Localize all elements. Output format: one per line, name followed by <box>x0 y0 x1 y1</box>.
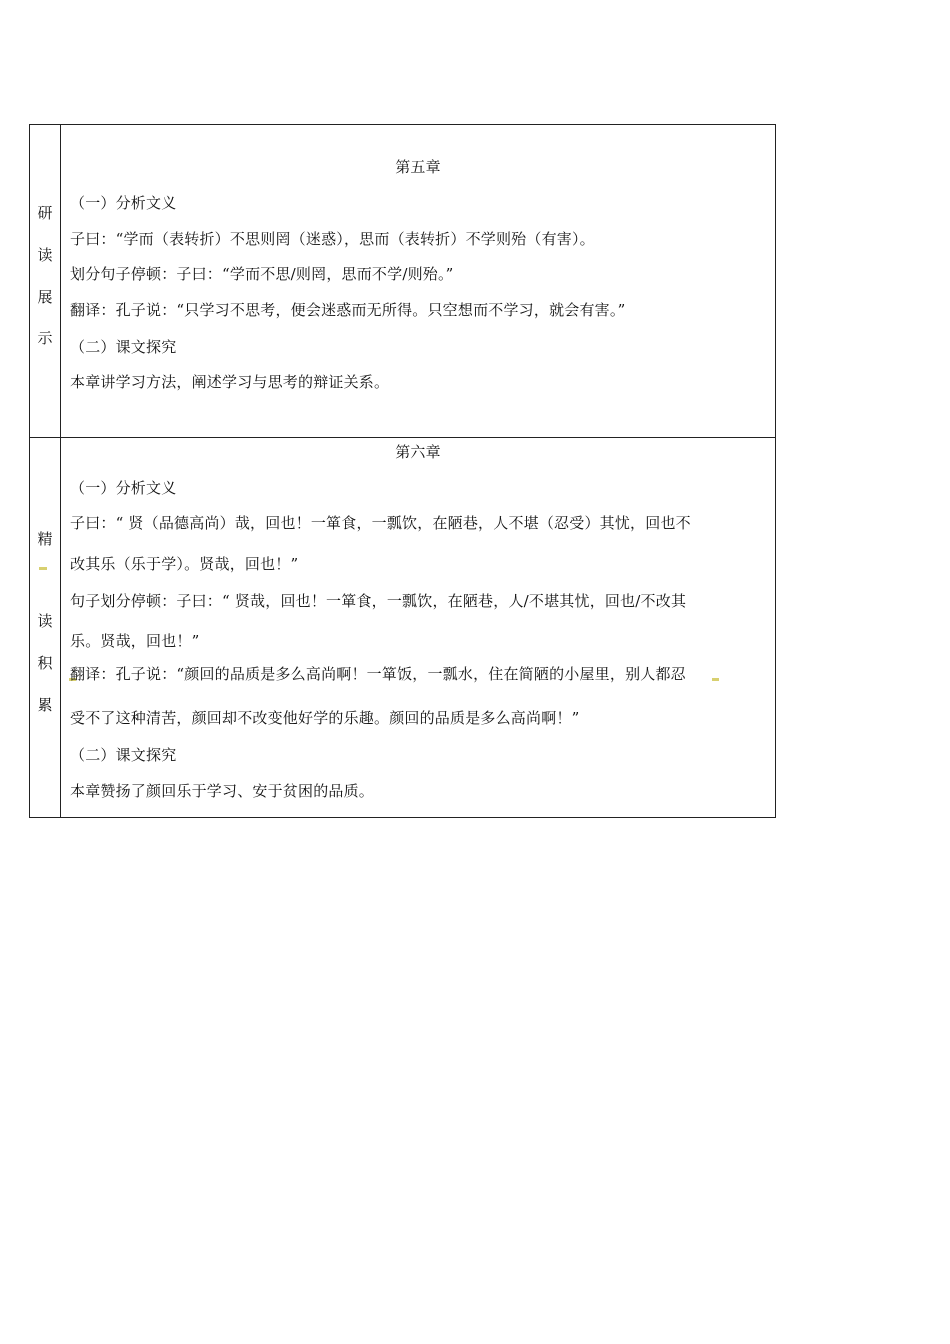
section-row-chapter-5 <box>30 125 775 437</box>
side-label-jingdu-jilei <box>30 438 61 817</box>
section-row-chapter-6 <box>30 437 775 817</box>
side-char: 展 <box>37 288 53 306</box>
side-char: 研 <box>37 204 53 222</box>
text-line: 翻译：孔子说：“颜回的品质是多么高尚啊！一箪饭，一瓢水，住在简陋的小屋里，别人都忍 <box>70 665 686 683</box>
chapter-title: 第六章 <box>395 443 441 461</box>
text-line: 子曰：“ 贤（品德高尚）哉，回也！一箪食，一瓢饮，在陋巷，人不堪（忍受）其忧，回也不 <box>70 514 691 532</box>
subheading: （一）分析文义 <box>70 194 177 212</box>
section-content <box>61 125 775 437</box>
text-line: 子曰：“学而（表转折）不思则罔（迷惑），思而（表转折）不学则殆（有害）。 <box>70 230 595 248</box>
text-line: 划分句子停顿：子曰：“学而不思/则罔，思而不学/则殆。” <box>70 265 454 283</box>
chapter-title: 第五章 <box>395 158 441 176</box>
text-line: 翻译：孔子说：“只学习不思考，便会迷惑而无所得。只空想而不学习，就会有害。” <box>70 301 626 319</box>
section-content <box>61 438 775 817</box>
text-line: 本章讲学习方法，阐述学习与思考的辩证关系。 <box>70 373 390 391</box>
side-char: 精 <box>37 530 53 548</box>
text-line: 句子划分停顿：子曰：“ 贤哉，回也！一箪食，一瓢饮，在陋巷，人/不堪其忧，回也/不改其 <box>70 592 687 610</box>
side-char: 读 <box>37 246 53 264</box>
text-line: 受不了这种清苦，颜回却不改变他好学的乐趣。颜回的品质是多么高尚啊！” <box>70 709 580 727</box>
side-char: 示 <box>37 329 53 347</box>
side-char: 累 <box>37 696 53 714</box>
subheading: （一）分析文义 <box>70 479 177 497</box>
highlight-mark <box>712 678 719 681</box>
text-line: 改其乐（乐于学）。贤哉，回也！” <box>70 555 299 573</box>
text-line: 乐。贤哉，回也！” <box>70 632 200 650</box>
side-label-yandu-zhanshi <box>30 125 61 437</box>
highlight-mark <box>39 567 47 570</box>
side-char: 积 <box>37 654 53 672</box>
side-char: 读 <box>37 612 53 630</box>
text-line: 本章赞扬了颜回乐于学习、安于贫困的品质。 <box>70 782 375 800</box>
subheading: （二）课文探究 <box>70 338 177 356</box>
lesson-table <box>29 124 776 818</box>
subheading: （二）课文探究 <box>70 746 177 764</box>
